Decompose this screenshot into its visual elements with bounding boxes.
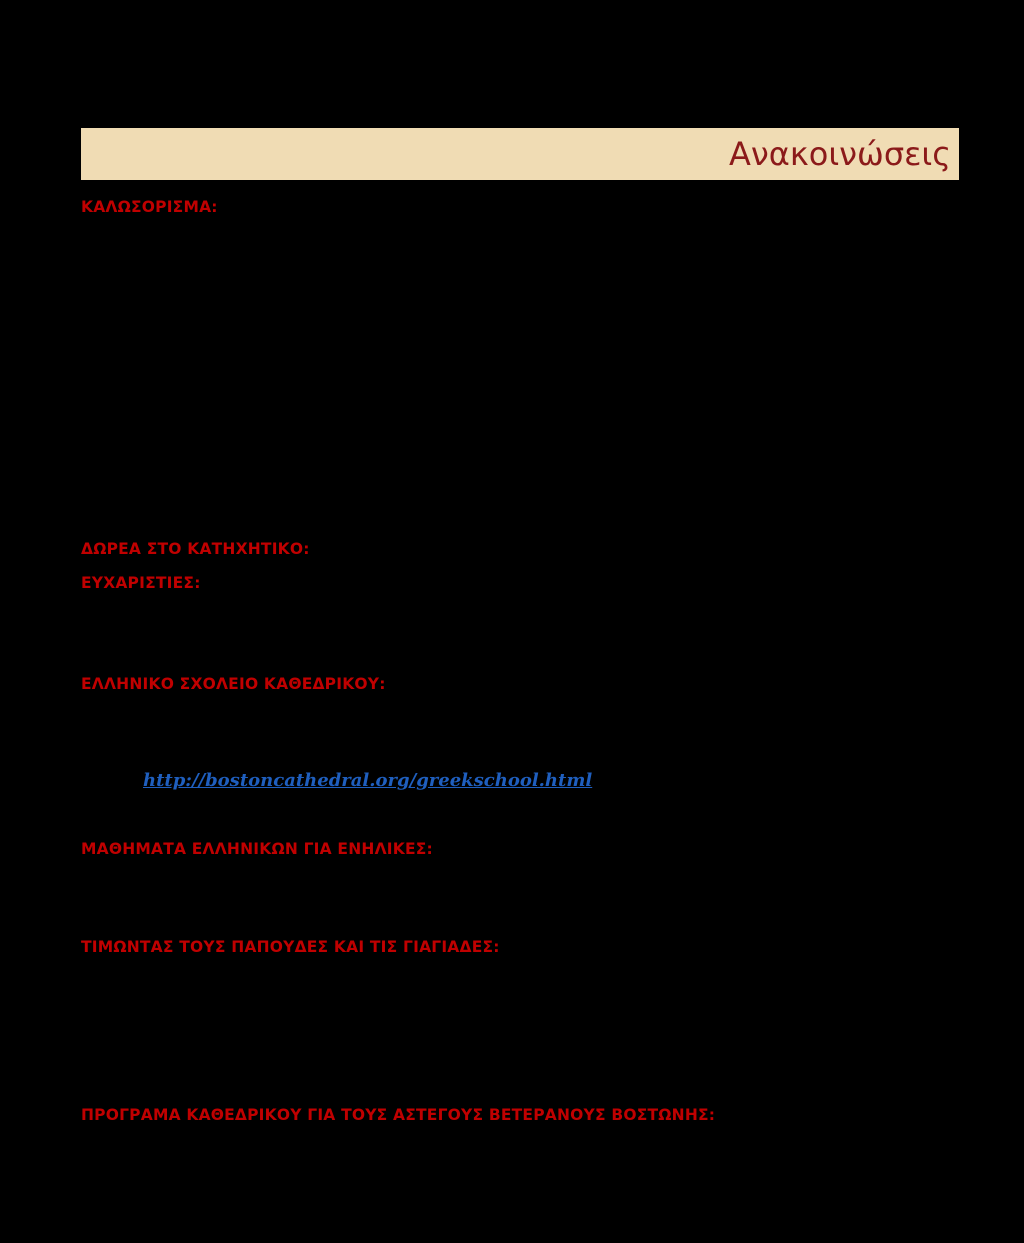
greek-school-link[interactable]: http://bostoncathedral.org/greekschool.html [143, 770, 593, 791]
page-title: Ανακοινώσεις [729, 135, 951, 173]
section-heading-catechism-donation: ΔΩΡΕΑ ΣΤΟ ΚΑΤΗΧΗΤΙΚΟ: [81, 540, 310, 558]
section-heading-greek-school: ΕΛΛΗΝΙΚΟ ΣΧΟΛΕΙΟ ΚΑΘΕΔΡΙΚΟΥ: [81, 675, 386, 693]
announcements-header-bar [81, 128, 959, 180]
section-heading-adult-greek-lessons: ΜΑΘΗΜΑΤΑ ΕΛΛΗΝΙΚΩΝ ΓΙΑ ΕΝΗΛΙΚΕΣ: [81, 840, 433, 858]
section-heading-veterans-program: ΠΡΟΓΡΑΜΑ ΚΑΘΕΔΡΙΚΟΥ ΓΙΑ ΤΟΥΣ ΑΣΤΕΓΟΥΣ ΒΕΤΕΡΑΝΟΥΣ ΒΟΣΤΩΝΗΣ: [81, 1106, 716, 1124]
section-heading-thanks: ΕΥΧΑΡΙΣΤΙΕΣ: [81, 574, 201, 592]
section-heading-honoring-grandparents: ΤΙΜΩΝΤΑΣ ΤΟΥΣ ΠΑΠΟΥΔΕΣ ΚΑΙ ΤΙΣ ΓΙΑΓΙΑΔΕΣ: [81, 938, 500, 956]
section-heading-welcome: ΚΑΛΩΣΟΡΙΣΜΑ: [81, 198, 218, 216]
